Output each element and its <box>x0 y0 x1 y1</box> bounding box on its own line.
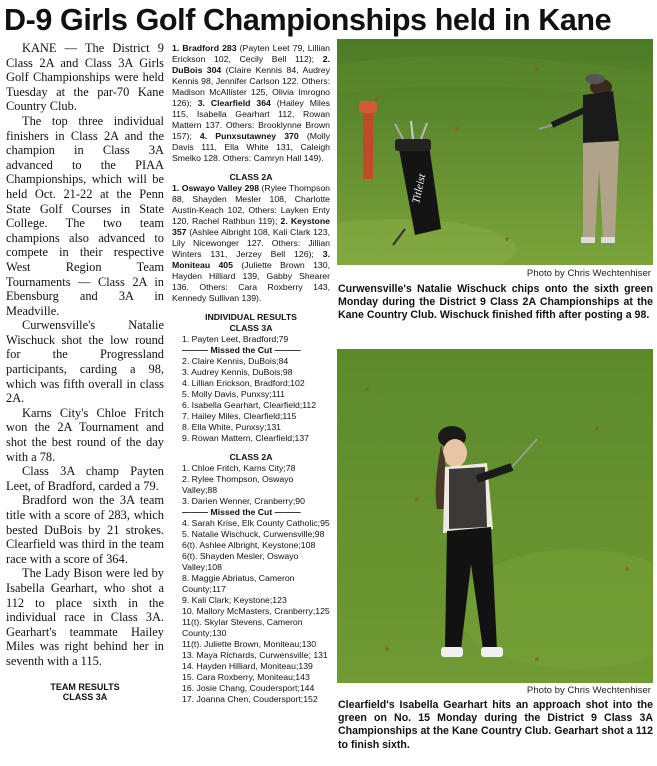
individual-result-row: 4. Sarah Krise, Elk County Catholic;95 <box>182 518 330 528</box>
team-entry-lead: 4. Punxsutawney 370 <box>199 131 299 141</box>
individual-result-row: 13. Maya Richards, Curwensville; 131 <box>182 650 328 660</box>
story-column <box>6 41 164 763</box>
individual-result-row: 14. Hayden Hilliard, Moniteau;139 <box>182 661 313 671</box>
individual-2a-heading: CLASS 2A <box>229 452 273 462</box>
golfer-chipping-image <box>337 39 653 265</box>
photo-caption: Clearfield's Isabella Gearhart hits an approach shot into the green on No. 15 Monday during the District 9 Class 3A Championships at the Kane Country Club. Gearhart shot a 112 to finish sixth. <box>338 699 653 751</box>
individual-result-row: 6. Isabella Gearhart, Clearfield;112 <box>182 400 317 410</box>
individual-result-row: 5. Molly Davis, Punxsy;111 <box>182 389 286 399</box>
team-results-heading: TEAM RESULTS <box>50 681 120 692</box>
class3a-heading: CLASS 3A <box>62 692 108 703</box>
results-column <box>172 43 330 763</box>
team-entry-lead: 3. Clearfield 364 <box>197 98 271 108</box>
individual-result-row: 1. Chloe Fritch, Karns City;78 <box>182 463 296 473</box>
team-entry-detail: (Claire Kennis 84, Audrey Kennis 98, Jennifer Carlson 122. Others: Madison McAllister 125, Olivia Imrogno 126); <box>172 65 330 108</box>
team-results-2a <box>172 183 330 304</box>
photo-gearhart <box>337 349 653 683</box>
individual-result-row: 1. Payten Leet, Bradford;79 <box>182 334 289 344</box>
individual-2a-list <box>172 463 330 705</box>
bag-logo: Titleist <box>410 172 429 205</box>
team-results-3a <box>172 43 330 164</box>
team-entry-detail: (Juliette Brown 130, Hayden Hilliard 139, Gabby Shearer 136. Others: Cara Roxberry 143, Kennedy Sullivan 139). <box>172 260 330 303</box>
individual-3a-heading: CLASS 3A <box>229 323 273 333</box>
class2a-team-heading: CLASS 2A <box>229 172 273 182</box>
story-paragraph: KANE — The District 9 Class 2A and Class 3A Girls Golf Championships were held Tuesday at the par-70 Kane Country Club. <box>6 41 164 114</box>
photo-credit: Photo by Chris Wechtenhiser <box>526 268 651 279</box>
team-entry-lead: 3. Moniteau 405 <box>172 249 330 270</box>
individual-result-row: 6(t). Ashlee Albright, Keystone;108 <box>182 540 316 550</box>
individual-result-row: 3. Darien Wenner, Cranberry;90 <box>182 496 305 506</box>
individual-result-row: 8. Ella White, Punxsy;131 <box>182 422 281 432</box>
individual-3a-list <box>172 334 330 444</box>
missed-cut-divider: ——— Missed the Cut ——— <box>182 345 301 355</box>
individual-result-row: 17. Joanna Chen, Coudersport;152 <box>182 694 318 704</box>
individual-result-row: 3. Audrey Kennis, DuBois;98 <box>182 367 293 377</box>
team-entry-detail: (Ashlee Albright 108, Kali Clark 123, Lily Nicewonger 127. Others: Jillian Winters 131, Jerzey Bell 126); <box>172 227 330 259</box>
individual-result-row: 5. Natalie Wischuck, Curwensville;98 <box>182 529 325 539</box>
individual-result-row: 4. Lillian Erickson, Bradford;102 <box>182 378 305 388</box>
individual-result-row: 11(t). Juliette Brown, Moniteau;130 <box>182 639 317 649</box>
individual-result-row: 2. Rylee Thompson, Oswayo Valley;88 <box>182 474 294 495</box>
team-entry-detail: (Molly Davis 111, Ella White 131, Caleigh Smelko 128. Others: Camryn Hall 149). <box>172 131 330 163</box>
story-paragraph: Bradford won the 3A team title with a score of 283, which bested DuBois by 21 strokes. Clearfield was third in the team race with a score of 364. <box>6 493 164 566</box>
team-entry-detail: (Payten Leet 79, Lillian Erickson 102, Cecily Bell 112); <box>172 43 330 64</box>
individual-result-row: 15. Cara Roxberry, Moniteau;143 <box>182 672 310 682</box>
golfer-approach-image <box>337 349 653 683</box>
individual-result-row: 11(t). Skylar Stevens, Cameron County;130 <box>182 617 303 638</box>
story-paragraph: Karns City's Chloe Fritch won the 2A Tournament and shot the best round of the day with a 78. <box>6 405 164 464</box>
individual-result-row: 7. Hailey Miles, Clearfield;115 <box>182 411 297 421</box>
team-entry-lead: 1. Bradford 283 <box>172 43 237 53</box>
story-paragraph: Curwensville's Natalie Wischuck shot the low round for the Progressland participants, carding a 98, which was fifth overall in class 2A. <box>6 318 164 406</box>
individual-result-row: 10. Mallory McMasters, Cranberry;125 <box>182 606 330 616</box>
photo-credit: Photo by Chris Wechtenhiser <box>526 685 651 696</box>
individual-results-heading: INDIVIDUAL RESULTS <box>205 312 297 322</box>
photo-caption: Curwensville's Natalie Wischuck chips onto the sixth green Monday during the District 9 Class 2A Championships at the Kane Country Club. Wischuck finished fifth after posting a 98. <box>338 283 653 322</box>
headline: D-9 Girls Golf Championships held in Kane <box>4 3 612 37</box>
missed-cut-divider: ——— Missed the Cut ——— <box>182 507 301 517</box>
story-paragraph: The top three individual finishers in Class 2A and the champion in Class 3A advanced to the PIAA Championships, which will be held Oct. 21-22 at the Penn State Golf Courses in State College. The two team champions also advanced to compete in their respective West Region Team Tournaments — Class 2A in Ebensburg and 3A in Meadville. <box>6 113 164 318</box>
individual-result-row: 2. Claire Kennis, DuBois;84 <box>182 356 289 366</box>
individual-result-row: 8. Maggie Abriatus, Cameron County;117 <box>182 573 295 594</box>
story-paragraph: Class 3A champ Payten Leet, of Bradford, carded a 79. <box>6 464 164 493</box>
individual-result-row: 9. Rowan Mattern, Clearfield;137 <box>182 433 309 443</box>
individual-result-row: 16. Josie Chang, Coudersport;144 <box>182 683 315 693</box>
team-entry-lead: 2. Keystone 357 <box>172 216 330 237</box>
team-entry-lead: 2. DuBois 304 <box>172 54 330 75</box>
team-entry-lead: 1. Oswayo Valley 298 <box>172 183 260 193</box>
team-entry-detail: (Hailey Miles 115, Isabella Gearhart 112, Rowan Mattern 137. Others: Brooklynne Brown 157); <box>172 98 330 141</box>
individual-result-row: 9. Kali Clark; Keystone;123 <box>182 595 287 605</box>
photo-wischuck <box>337 39 653 265</box>
individual-result-row: 6(t). Shayden Mesler, Oswayo Valley;108 <box>182 551 299 572</box>
team-entry-detail: (Rylee Thompson 88, Shayden Mesler 108, Charlotte Austin-Keach 102, Others: Layken Enty 120, Rachel Rathbun 119); <box>172 183 330 226</box>
story-paragraph: The Lady Bison were led by Isabella Gearhart, who shot a 112 to place sixth in the individual race in Class 3A. Gearhart's teammate Hailey Miles was right behind her in seventh with a 115. <box>6 566 164 668</box>
